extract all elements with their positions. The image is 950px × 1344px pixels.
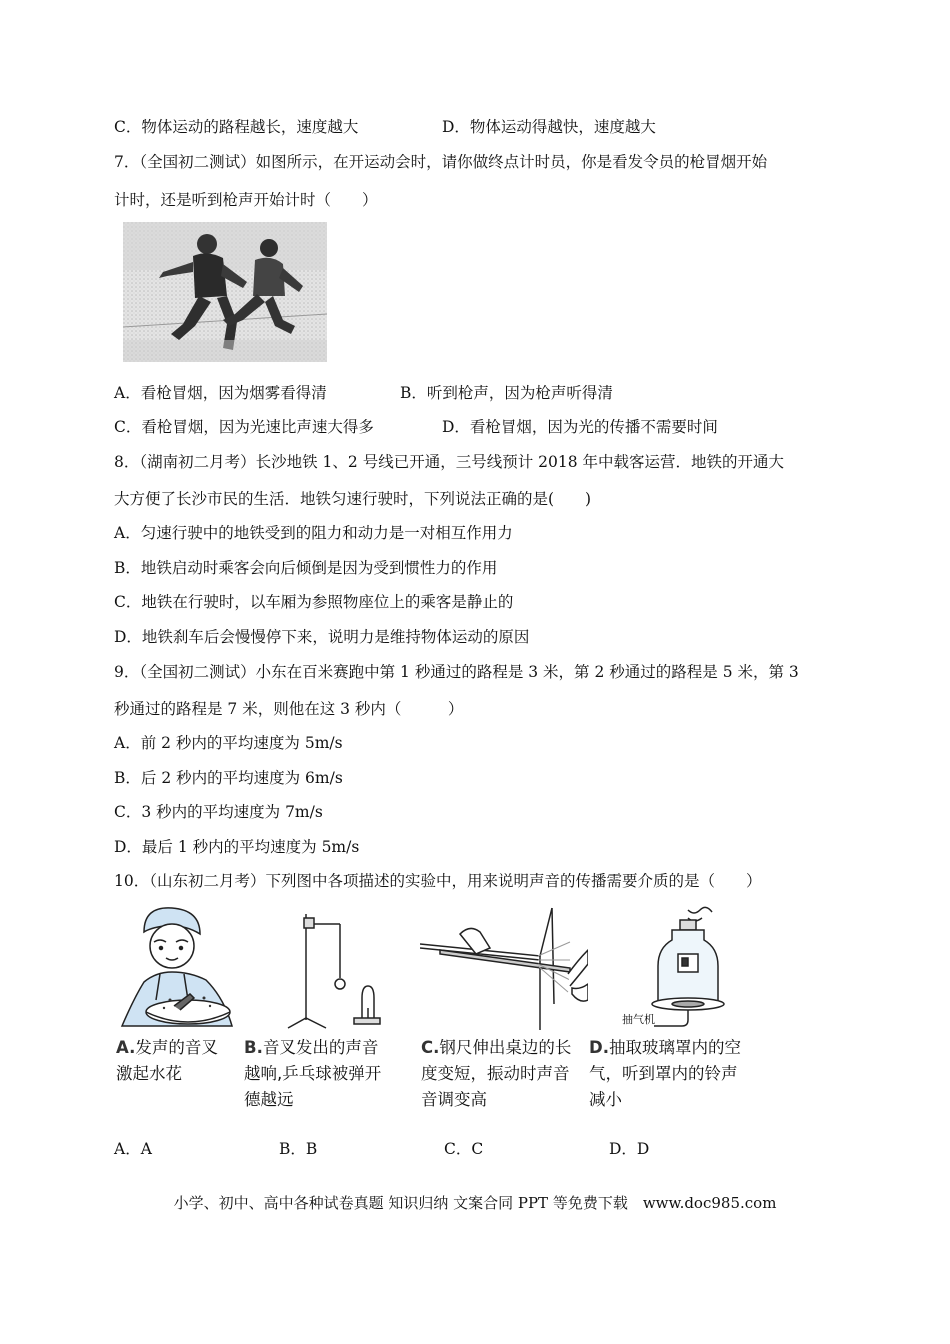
runners-photo <box>123 222 327 362</box>
q9-option-b: B．后 2 秒内的平均速度为 6m/s <box>114 769 343 787</box>
caption-b-line2: 越响,乒乓球被弹开 <box>244 1064 382 1083</box>
q8-stem-line2: 大方便了长沙市民的生活．地铁匀速行驶时，下列说法正确的是( ) <box>114 490 592 508</box>
q9-stem-line1: 9．（全国初二测试）小东在百米赛跑中第 1 秒通过的路程是 3 米，第 2 秒通过的路程是 5 米，第 3 <box>114 663 799 681</box>
caption-d-line2: 气，听到罩内的铃声 <box>589 1064 738 1083</box>
q7-option-a: A．看枪冒烟，因为烟雾看得清 <box>114 384 327 402</box>
q10-option-d: D．D <box>609 1140 650 1158</box>
q8-option-c: C．地铁在行驶时，以车厢为参照物座位上的乘客是静止的 <box>114 593 514 611</box>
q8-stem-line1: 8．（湖南初二月考）长沙地铁 1、2 号线已开通，三号线预计 2018 年中载客运营．地铁的开通大 <box>114 453 784 471</box>
q8-option-b: B．地铁启动时乘客会向后倾倒是因为受到惯性力的作用 <box>114 559 498 577</box>
q8-option-d: D．地铁刹车后会慢慢停下来，说明力是维持物体运动的原因 <box>114 628 530 646</box>
caption-c-line2: 度变短，振动时声音 <box>421 1064 570 1083</box>
caption-a: A.发声的音叉 <box>116 1038 218 1057</box>
q7-option-b: B．听到枪声，因为枪声听得清 <box>400 384 613 402</box>
caption-c: C.钢尺伸出桌边的长 <box>421 1038 572 1057</box>
q6-option-d: D．物体运动得越快，速度越大 <box>442 118 656 136</box>
figure-a-tuning-fork-water <box>114 902 239 1034</box>
q9-option-c: C．3 秒内的平均速度为 7m/s <box>114 803 323 821</box>
q7-stem-line2: 计时，还是听到枪声开始计时（ ） <box>114 191 378 209</box>
caption-a-line2: 激起水花 <box>116 1064 182 1083</box>
caption-d-line3: 减小 <box>589 1090 622 1109</box>
page-footer: 小学、初中、高中各种试卷真题 知识归纳 文案合同 PPT 等免费下载 www.doc985.com <box>173 1194 777 1212</box>
q10-option-b: B．B <box>279 1140 318 1158</box>
caption-b: B.音叉发出的声音 <box>244 1038 379 1057</box>
q6-option-c: C．物体运动的路程越长，速度越大 <box>114 118 359 136</box>
pump-label: 抽气机 <box>622 1013 655 1026</box>
q9-stem-line2: 秒通过的路程是 7 米，则他在这 3 秒内（ ） <box>114 700 464 718</box>
q7-option-d: D．看枪冒烟，因为光的传播不需要时间 <box>442 418 718 436</box>
figure-c-steel-ruler <box>420 904 588 1034</box>
caption-c-line3: 音调变高 <box>421 1090 487 1109</box>
q7-option-c: C．看枪冒烟，因为光速比声速大得多 <box>114 418 374 436</box>
q10-option-c: C．C <box>444 1140 484 1158</box>
caption-d: D.抽取玻璃罩内的空 <box>589 1038 741 1057</box>
q7-stem-line1: 7．（全国初二测试）如图所示，在开运动会时，请你做终点计时员，你是看发令员的枪冒烟开始 <box>114 153 768 171</box>
q9-option-a: A．前 2 秒内的平均速度为 5m/s <box>114 734 343 752</box>
q10-option-a: A．A <box>114 1140 152 1158</box>
q8-option-a: A．匀速行驶中的地铁受到的阻力和动力是一对相互作用力 <box>114 524 513 542</box>
caption-b-line3: 德越远 <box>244 1090 294 1109</box>
figure-b-pingpong-fork <box>284 908 394 1034</box>
q9-option-d: D．最后 1 秒内的平均速度为 5m/s <box>114 838 360 856</box>
q10-stem: 10．（山东初二月考）下列图中各项描述的实验中，用来说明声音的传播需要介质的是（ ） <box>114 872 762 890</box>
